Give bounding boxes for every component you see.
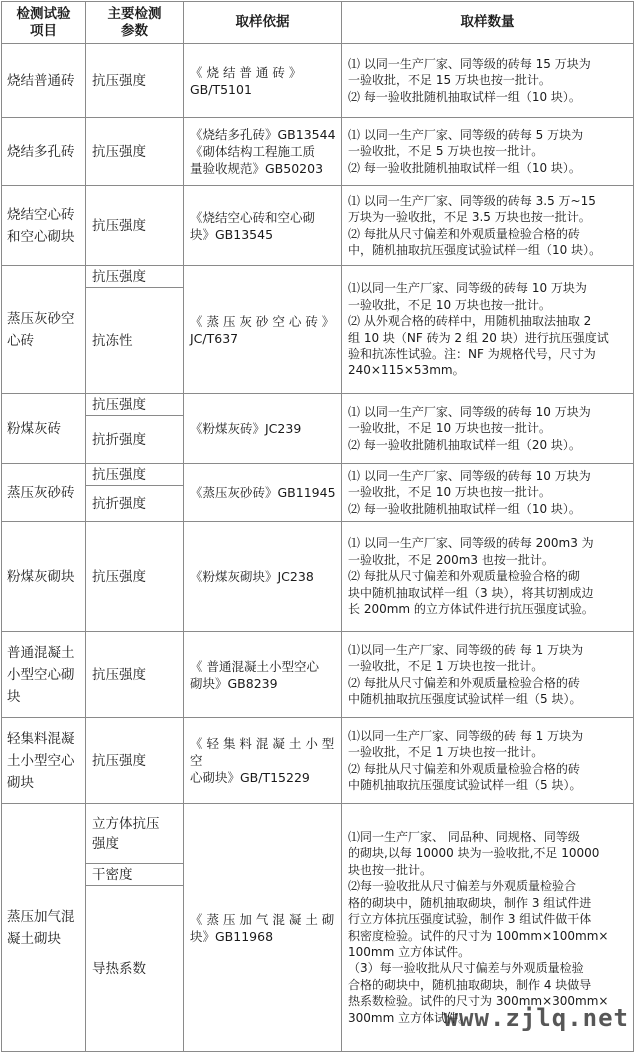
item-cell <box>2 522 86 632</box>
param-cell <box>86 44 184 118</box>
param-line: 立方体抗压 <box>92 815 160 832</box>
item-cell <box>2 266 86 394</box>
quantity-line: 300mm 立方体试件。 <box>348 1010 471 1025</box>
item-line: 土小型空心 <box>7 752 75 769</box>
header-params-line2: 参数 <box>121 22 148 39</box>
basis-cell <box>184 632 342 718</box>
quantity-line: 100mm 立方体试件。 <box>348 944 471 959</box>
basis-cell <box>184 522 342 632</box>
quantity-cell <box>342 186 634 266</box>
item-line: 烧结普通砖 <box>7 72 75 89</box>
quantity-cell <box>342 632 634 718</box>
quantity-line: （3）每一验收批从尺寸偏差与外观质量检验 <box>348 961 584 976</box>
header-basis: 取样依据 <box>184 2 342 44</box>
quantity-line: 一验收批，不足 1 万块也按一批计。 <box>348 745 544 760</box>
quantity-line: ⑴ 以同一生产厂家、同等级的砖每 200m3 为 <box>348 536 594 551</box>
param-line: 抗压强度 <box>92 396 146 413</box>
basis-cell <box>184 44 342 118</box>
item-line: 粉煤灰砖 <box>7 420 61 437</box>
param-line: 抗压强度 <box>92 72 146 89</box>
param-line: 抗冻性 <box>92 332 133 349</box>
item-cell <box>2 632 86 718</box>
quantity-line: ⑵ 每一验收批随机抽取试样一组（20 块）。 <box>348 437 581 452</box>
quantity-line: 一验收批，不足 10 万块也按一批计。 <box>348 485 551 500</box>
quantity-line: 组 10 块（NF 砖为 2 组 20 块）进行抗压强度试 <box>348 330 609 345</box>
basis-line: 《 蒸 压 灰 砂 空 心 砖 》 <box>190 313 335 329</box>
param-cell <box>86 804 184 864</box>
quantity-line: ⑵每一验收批从尺寸偏差与外观质量检验合 <box>348 879 577 894</box>
quantity-line: ⑵ 每一验收批随机抽取试样一组（10 块）。 <box>348 501 581 516</box>
param-line: 抗折强度 <box>92 495 146 512</box>
basis-line: 《 蒸 压 加 气 混 凝 土 砌 <box>190 911 335 927</box>
param-cell <box>86 266 184 288</box>
param-line: 抗压强度 <box>92 666 146 683</box>
item-cell <box>2 718 86 804</box>
param-line: 抗折强度 <box>92 431 146 448</box>
quantity-line: 验和抗冻性试验。注：NF 为规格代号，尺寸为 <box>348 346 596 361</box>
item-line: 烧结多孔砖 <box>7 143 75 160</box>
quantity-line: 一验收批，不足 10 万块也按一批计。 <box>348 297 551 312</box>
param-cell <box>86 186 184 266</box>
basis-line: 心砌块》GB/T15229 <box>190 770 310 785</box>
item-line: 蒸压灰砂空 <box>7 310 75 327</box>
item-line: 蒸压加气混 <box>7 908 75 925</box>
quantity-line: 一验收批，不足 10 万块也按一批计。 <box>348 421 551 436</box>
table-row <box>2 394 634 416</box>
param-cell <box>86 632 184 718</box>
basis-line: 砌块》GB8239 <box>190 675 278 691</box>
table-row <box>2 522 634 632</box>
basis-line: 《 烧 结 普 通 砖 》 <box>190 64 302 80</box>
basis-cell <box>184 266 342 394</box>
quantity-line: ⑴ 以同一生产厂家、同等级的砖每 3.5 万~15 <box>348 193 596 208</box>
quantity-line: ⑴以同一生产厂家、同等级的砖 每 1 万块为 <box>348 642 584 657</box>
quantity-cell <box>342 718 634 804</box>
basis-cell <box>184 394 342 464</box>
table-row <box>2 804 634 864</box>
item-line: 烧结空心砖 <box>7 206 75 223</box>
quantity-line: 块也按一批计。 <box>348 862 433 877</box>
param-cell <box>86 886 184 1052</box>
param-line: 强度 <box>92 835 119 852</box>
header-params-line1: 主要检测 <box>107 5 162 22</box>
basis-line: GB/T5101 <box>190 81 252 97</box>
quantity-line: 中随机抽取抗压强度试验试样一组（5 块）。 <box>348 691 582 706</box>
quantity-line: ⑴ 以同一生产厂家、同等级的砖每 10 万块为 <box>348 404 591 419</box>
quantity-line: ⑵ 每一验收批随机抽取试样一组（10 块）。 <box>348 89 581 104</box>
basis-line: 《粉煤灰砌块》JC238 <box>190 569 314 584</box>
basis-line: 《蒸压灰砂砖》GB11945 <box>190 485 336 500</box>
table-row <box>2 464 634 486</box>
quantity-line: 格的砌块中，随机抽取砌块，制作 3 组试件进 <box>348 895 592 910</box>
table-row <box>2 718 634 804</box>
quantity-line: 的砌块,以每 10000 块为一验收批,不足 10000 <box>348 846 600 861</box>
item-cell <box>2 804 86 1052</box>
item-line: 轻集料混凝 <box>7 730 75 747</box>
quantity-cell <box>342 118 634 186</box>
watermark: www.zjlq.net <box>443 1004 629 1032</box>
basis-cell <box>184 804 342 1052</box>
basis-cell <box>184 118 342 186</box>
quantity-line: ⑵ 每一验收批随机抽取试样一组（10 块）。 <box>348 160 581 175</box>
basis-cell <box>184 718 342 804</box>
basis-line: 《 普通混凝土小型空心 <box>190 658 319 674</box>
basis-line: 《砌体结构工程施工质 <box>190 144 316 159</box>
header-params <box>86 2 184 44</box>
quantity-line: ⑴同一生产厂家、 同品种、同规格、同等级 <box>348 830 580 845</box>
param-line: 抗压强度 <box>92 217 146 234</box>
item-line: 心砖 <box>7 332 34 349</box>
quantity-line: 240×115×53mm。 <box>348 363 465 378</box>
quantity-line: ⑴ 以同一生产厂家、同等级的砖每 10 万块为 <box>348 468 591 483</box>
quantity-cell <box>342 44 634 118</box>
quantity-line: 一验收批，不足 15 万块也按一批计。 <box>348 73 551 88</box>
param-line: 抗压强度 <box>92 568 146 585</box>
quantity-line: ⑴ 以同一生产厂家、同等级的砖每 15 万块为 <box>348 56 591 71</box>
quantity-line: 一验收批，不足 5 万块也按一批计。 <box>348 144 544 159</box>
param-line: 导热系数 <box>92 960 146 977</box>
basis-line: 块》GB13545 <box>190 226 274 242</box>
param-cell <box>86 394 184 416</box>
quantity-line: 积密度检验。试件的尺寸为 100mm×100mm× <box>348 928 609 943</box>
basis-line: 《 轻 集 料 混 凝 土 小 型 空 <box>190 736 335 768</box>
param-cell <box>86 486 184 522</box>
basis-line: 《粉煤灰砖》JC239 <box>190 421 302 436</box>
item-cell <box>2 118 86 186</box>
quantity-line: ⑴以同一生产厂家、同等级的砖每 10 万块为 <box>348 281 587 296</box>
header-item <box>2 2 86 44</box>
param-cell <box>86 864 184 886</box>
param-cell <box>86 416 184 464</box>
param-cell <box>86 288 184 394</box>
item-line: 砌块 <box>7 774 34 791</box>
item-line: 普通混凝土 <box>7 644 75 661</box>
quantity-line: 一验收批，不足 200m3 也按一批计。 <box>348 552 554 567</box>
item-line: 块 <box>7 688 21 705</box>
item-cell <box>2 464 86 522</box>
param-cell <box>86 464 184 486</box>
quantity-cell <box>342 394 634 464</box>
table-row <box>2 266 634 288</box>
item-line: 小型空心砌 <box>7 666 75 683</box>
basis-line: 量验收规范》GB50203 <box>190 161 324 176</box>
param-cell <box>86 118 184 186</box>
header-quantity: 取样数量 <box>342 2 634 44</box>
table-body <box>2 44 634 1052</box>
param-line: 抗压强度 <box>92 752 146 769</box>
param-line: 抗压强度 <box>92 466 146 483</box>
item-line: 凝土砌块 <box>7 930 61 947</box>
table-row <box>2 118 634 186</box>
basis-cell <box>184 464 342 522</box>
table-row <box>2 44 634 118</box>
quantity-line: 合格的砌块中，随机抽取砌块，制作 4 块做导 <box>348 977 592 992</box>
param-line: 抗压强度 <box>92 268 146 285</box>
header-item-line1: 检测试验 <box>16 5 71 22</box>
quantity-line: 中随机抽取抗压强度试验试样一组（5 块）。 <box>348 777 582 792</box>
quantity-line: 中，随机抽取抗压强度试验试样一组（10 块）。 <box>348 242 602 257</box>
quantity-line: ⑴ 以同一生产厂家、同等级的砖每 5 万块为 <box>348 127 584 142</box>
quantity-line: 一验收批，不足 1 万块也按一批计。 <box>348 659 544 674</box>
quantity-line: 行立方体抗压强度试验，制作 3 组试件做干体 <box>348 912 592 927</box>
header-item-line2: 项目 <box>30 22 57 39</box>
table-row <box>2 632 634 718</box>
table-row <box>2 186 634 266</box>
quantity-line: 热系数检验。试件的尺寸为 300mm×300mm× <box>348 994 609 1009</box>
item-line: 和空心砌块 <box>7 228 75 245</box>
basis-line: 块》GB11968 <box>190 928 274 944</box>
param-line: 抗压强度 <box>92 143 146 160</box>
quantity-cell <box>342 522 634 632</box>
param-line: 干密度 <box>92 866 133 883</box>
quantity-cell <box>342 266 634 394</box>
quantity-line: 万块为一验收批，不足 3.5 万块也按一批计。 <box>348 210 591 225</box>
quantity-line: ⑴以同一生产厂家、同等级的砖 每 1 万块为 <box>348 728 584 743</box>
item-cell <box>2 394 86 464</box>
quantity-cell <box>342 464 634 522</box>
quantity-line: 长 200mm 的立方体试件进行抗压强度试验。 <box>348 602 594 617</box>
basis-line: JC/T637 <box>190 330 239 346</box>
basis-cell <box>184 186 342 266</box>
item-cell <box>2 44 86 118</box>
quantity-line: ⑵ 从外观合格的砖样中，用随机抽取法抽取 2 <box>348 314 592 329</box>
quantity-line: ⑵ 每批从尺寸偏差和外观质量检验合格的砖 <box>348 226 580 241</box>
basis-line: 《烧结空心砖和空心砌 <box>190 209 316 225</box>
item-line: 蒸压灰砂砖 <box>7 484 75 501</box>
quantity-line: ⑵ 每批从尺寸偏差和外观质量检验合格的砖 <box>348 675 580 690</box>
header-row <box>2 2 634 44</box>
item-line: 粉煤灰砌块 <box>7 568 75 585</box>
basis-line: 《烧结多孔砖》GB13544 <box>190 127 336 142</box>
param-cell <box>86 718 184 804</box>
quantity-line: 块中随机抽取试样一组（3 块），将其切割成边 <box>348 585 594 600</box>
sampling-table <box>1 1 634 1052</box>
item-cell <box>2 186 86 266</box>
quantity-line: ⑵ 每批从尺寸偏差和外观质量检验合格的砌 <box>348 569 580 584</box>
quantity-line: ⑵ 每批从尺寸偏差和外观质量检验合格的砖 <box>348 761 580 776</box>
param-cell <box>86 522 184 632</box>
